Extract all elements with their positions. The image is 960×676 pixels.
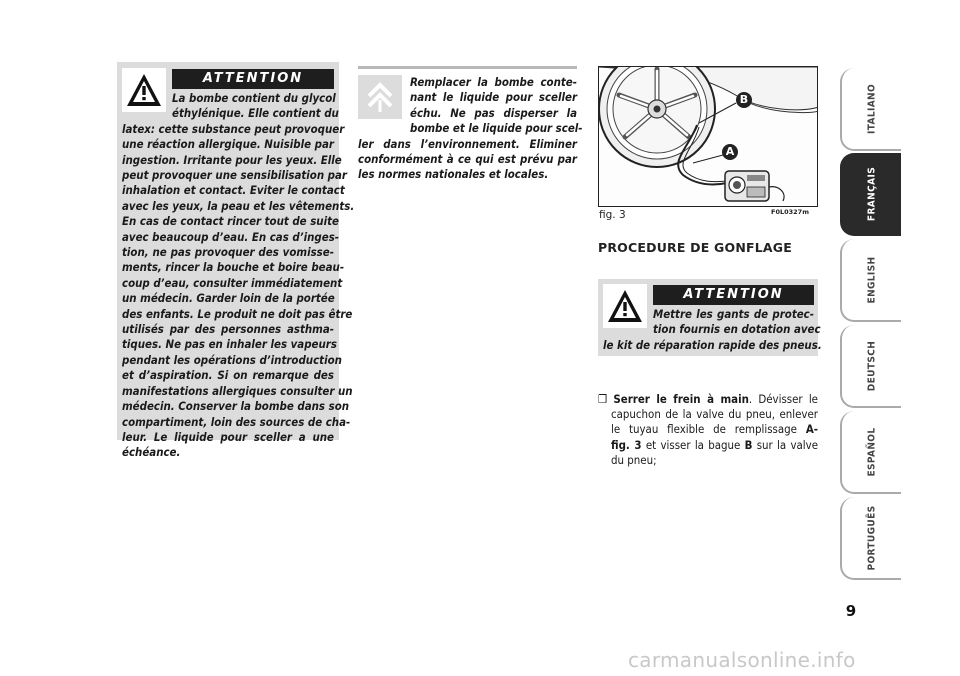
environment-note-indented: Remplacer la bombe conte- nant le liquide pour sceller échu. Ne pas disperser la bombe et le liquide pour scel- — [410, 75, 583, 136]
section-heading: PROCEDURE DE GONFLAGE — [598, 240, 792, 255]
warning-triangle-icon — [603, 284, 647, 328]
wheel-compressor-illustration — [599, 67, 818, 207]
warning-triangle-icon — [122, 68, 166, 112]
environment-note-body: ler dans l’environnement. Eliminer conformément à ce qui est prévu par les normes nationales et locales. — [358, 136, 577, 182]
procedure-step: ❒ Serrer le frein à main. Dévisser le capuchon de la valve du pneu, enlever le tuyau flexible de remplissage A- fig. 3 et visser la bague B sur la valve du pneu; — [598, 392, 819, 467]
page-number: 9 — [845, 602, 857, 620]
checkbox-bullet-icon: ❒ — [598, 392, 608, 406]
label-b: B — [739, 93, 749, 106]
tab-espanol[interactable]: ESPAÑOL — [840, 411, 901, 494]
attention-banner: ATTENTION — [172, 69, 334, 89]
tab-francais[interactable]: FRANÇAIS — [840, 153, 901, 236]
figure-code: F0L0327m — [771, 208, 809, 216]
warning-text-body: latex: cette substance peut provoquer une réaction allergique. Nuisible par ingestion. Irritante pour les yeux. Elle peut provoquer une sensibilisation par inhalation et contact. Eviter le contact avec les yeux, la peau et les vêtements. En cas de contact rincer tout de suite avec beaucoup d’eau. En cas d’inges- tion, ne pas provoquer des vomisse- ments, rincer la bouche et boire beau- coup d’eau, consulter immédiatement un médecin. Garder loin de la portée des enfants. Le produit ne doit pas être utilisés par des personnes asthma- tiques. Ne pas en inhaler les vapeurs pendant les opérations d’introduction et d’aspiration. Si on remarque des manifestations allergiques consulter un médecin. Conserver la bombe dans son compartiment, loin des sources de cha- leur. Le liquide pour sceller a une échéance. — [122, 121, 355, 460]
tire-inflation-figure — [598, 66, 818, 207]
tab-english[interactable]: ENGLISH — [840, 239, 901, 322]
tab-portugues[interactable]: PORTUGUÊS — [840, 497, 901, 580]
attention-banner: ATTENTION — [653, 285, 814, 305]
environment-chevron-icon — [358, 75, 402, 119]
label-a: A — [725, 145, 735, 158]
tab-deutsch[interactable]: DEUTSCH — [840, 325, 901, 408]
watermark: carmanualsonline.info — [628, 648, 856, 672]
gloves-warning-body: le kit de réparation rapide des pneus. — [603, 337, 822, 352]
figure-caption: fig. 3 — [599, 209, 626, 221]
tab-italiano[interactable]: ITALIANO — [840, 68, 901, 151]
gloves-warning-indented: Mettre les gants de protec- tion fournis en dotation avec — [653, 307, 821, 337]
warning-text-indented: La bombe contient du glycol éthylénique. Elle contient du — [172, 91, 339, 121]
section-rule — [358, 66, 577, 69]
